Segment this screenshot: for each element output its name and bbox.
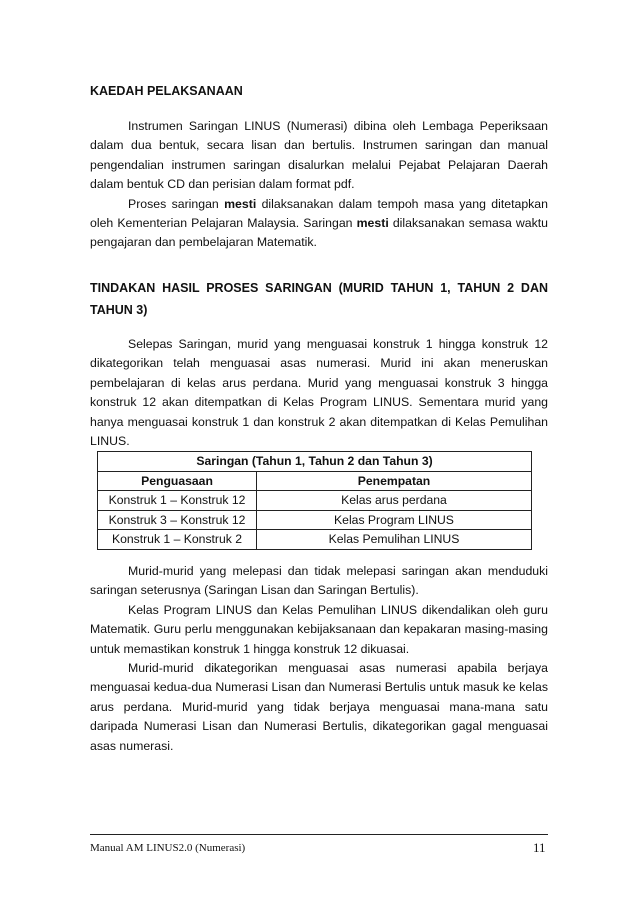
- paragraph-murid-melepasi: [90, 562, 548, 601]
- table-cell: Konstruk 3 – Konstruk 12: [98, 510, 257, 530]
- paragraph-kelas-program: [90, 601, 548, 659]
- table-cell: Konstruk 1 – Konstruk 12: [98, 491, 257, 511]
- paragraph-text: Murid-murid yang melepasi dan tidak melepasi saringan akan menduduki saringan seterusnya (Saringan Lisan dan Saringan Bertulis).: [90, 564, 548, 598]
- table-row: [98, 530, 532, 550]
- emphasis-mesti: mesti: [356, 216, 389, 230]
- column-header-penguasaan: Penguasaan: [98, 471, 257, 491]
- table-cell: Kelas arus perdana: [257, 491, 532, 511]
- paragraph-text: Proses saringan: [128, 196, 225, 211]
- table-row: [98, 510, 532, 530]
- section-heading-tindakan: TINDAKAN HASIL PROSES SARINGAN (MURID TAHUN 1, TAHUN 2 DAN TAHUN 3): [90, 281, 548, 317]
- footer-title: Manual AM LINUS2.0 (Numerasi): [90, 842, 246, 854]
- paragraph-text: dilaksanakan semasa waktu pengajaran dan pembelajaran Matematik.: [90, 216, 549, 250]
- column-header-penempatan: Penempatan: [257, 471, 532, 491]
- emphasis-mesti: mesti: [224, 196, 257, 211]
- table-cell: Konstruk 1 – Konstruk 2: [98, 530, 257, 550]
- paragraph-text: Selepas Saringan, murid yang menguasai konstruk 1 hingga konstruk 12 dikategorikan telah menguasai asas numerasi. Murid ini akan meneruskan pembelajaran di kelas arus perdana. Murid yang menguasai konstruk 3 hingga konstruk 12 akan ditempatkan di Kelas Program LINUS. Sementara murid yang hanya menguasai konstruk 1 dan konstruk 2 akan ditempatkan di Kelas Pemulihan LINUS.: [90, 337, 548, 449]
- paragraph-text: Instrumen Saringan LINUS (Numerasi) dibina oleh Lembaga Peperiksaan dalam dua bentuk, secara lisan dan bertulis. Instrumen saringan dan manual pengendalian instrumen saringan disalurkan melalui Pejabat Pelajaran Daerah dalam bentuk CD dan perisian dalam format pdf.: [90, 119, 548, 192]
- table-cell: Kelas Program LINUS: [257, 510, 532, 530]
- table-title: Saringan (Tahun 1, Tahun 2 dan Tahun 3): [98, 452, 532, 472]
- table-cell: Kelas Pemulihan LINUS: [257, 530, 532, 550]
- table-row: [98, 491, 532, 511]
- page-number: 11: [533, 840, 546, 855]
- paragraph-selepas-saringan: [90, 335, 548, 451]
- paragraph-proses: [90, 195, 548, 253]
- paragraph-text: Kelas Program LINUS dan Kelas Pemulihan LINUS dikendalikan oleh guru Matematik. Guru perlu menggunakan kebijaksanaan dan kepakaran masing-masing untuk memastikan konstruk 1 hingga konstruk 12 dikuasai.: [90, 602, 548, 656]
- paragraph-text: dilaksanakan dalam tempoh masa yang ditetapkan oleh Kementerian Pelajaran Malaysia. Saringan: [90, 196, 548, 230]
- footer-divider: [90, 834, 548, 835]
- paragraph-text: Murid-murid dikategorikan menguasai asas numerasi apabila berjaya menguasai kedua-dua Numerasi Lisan dan Numerasi Bertulis untuk masuk ke kelas arus perdana. Murid-murid yang tidak berjaya menguasai mana-mana satu daripada Numerasi Lisan dan Numerasi Bertulis, dikategorikan gagal menguasai asas numerasi.: [90, 660, 548, 753]
- section-heading-kaedah: KAEDAH PELAKSANAAN: [90, 84, 243, 98]
- placement-table: [97, 451, 532, 550]
- paragraph-murid-dikategorikan: [90, 659, 548, 756]
- paragraph-instrumen: [90, 117, 548, 195]
